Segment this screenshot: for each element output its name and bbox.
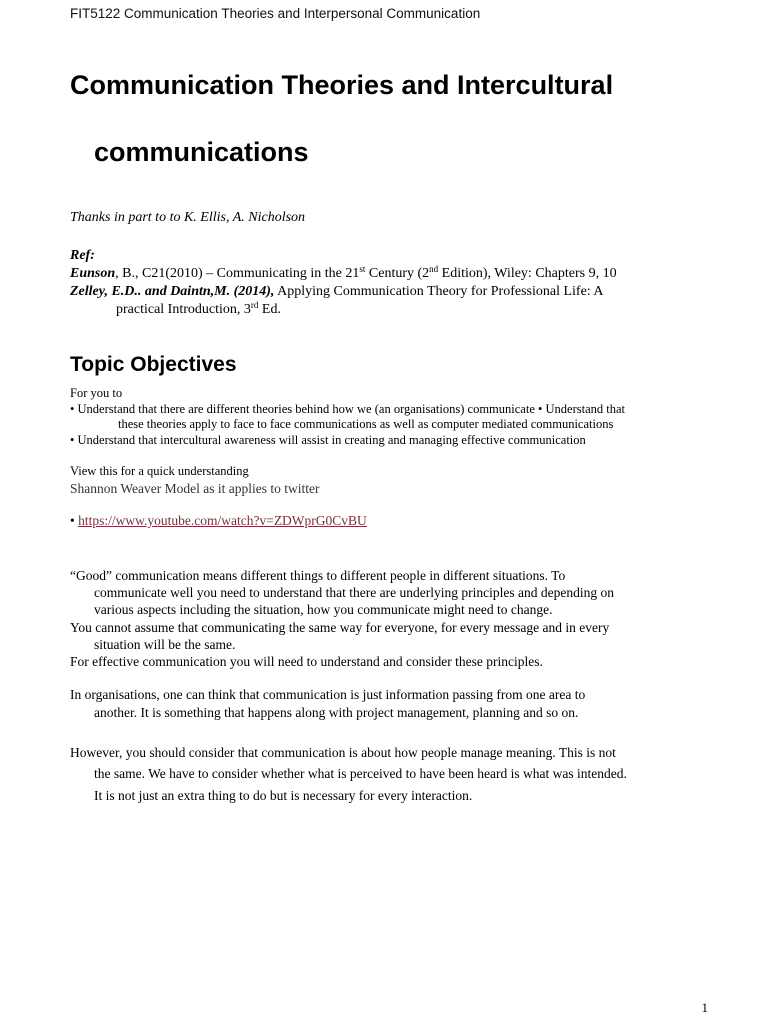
para3-line1: However, you should consider that communication is about how people manage meaning. This is not	[70, 745, 616, 760]
ref1-text-a: , B., C21(2010) – Communicating in the 21	[115, 266, 360, 281]
para1-line1: “Good” communication means different things to different people in different situations. To	[70, 568, 566, 583]
ref-label: Ref:	[70, 248, 95, 263]
youtube-link[interactable]: https://www.youtube.com/watch?v=ZDWprG0CvBU	[78, 513, 367, 528]
section-heading-objectives: Topic Objectives	[70, 353, 237, 376]
objective-line-2: these theories apply to face to face communications as well as computer mediated communications	[118, 417, 614, 431]
ref1-text-c: Edition), Wiley: Chapters 9, 10	[438, 266, 617, 281]
para2-line2: another. It is something that happens along with project management, planning and so on.	[94, 705, 579, 720]
reference-2-cont	[116, 302, 281, 318]
ref2-text-b: practical Introduction, 3	[116, 302, 251, 317]
para3-line3: It is not just an extra thing to do but is necessary for every interaction.	[94, 788, 473, 803]
reference-2	[70, 284, 604, 300]
bullet: •	[70, 513, 75, 528]
link-item	[70, 513, 367, 529]
para1-line2: communicate well you need to understand that there are underlying principles and depending on	[94, 585, 614, 600]
objective-line-3: • Understand that intercultural awareness will assist in creating and managing effective communication	[70, 433, 586, 447]
reference-1	[70, 266, 617, 282]
page-title-line1: Communication Theories and Intercultural	[70, 70, 614, 100]
ref2-text-c: Ed.	[258, 302, 281, 317]
ref1-sup-st: st	[359, 264, 366, 274]
ref1-sup-nd: nd	[429, 264, 439, 274]
ref2-text-a: Applying Communication Theory for Professional Life: A	[274, 284, 604, 299]
para2-line1: In organisations, one can think that communication is just information passing from one area to	[70, 687, 586, 702]
page-number: 1	[701, 1000, 708, 1015]
para1-line3: various aspects including the situation, how you communicate might need to change.	[94, 602, 553, 617]
ref1-text-b: Century (2	[365, 266, 430, 281]
objectives-intro: For you to	[70, 386, 123, 400]
ref2-author: Zelley, E.D.. and Daintn,M. (2014),	[70, 284, 275, 299]
ref1-author: Eunson	[70, 266, 116, 281]
para1-line4: You cannot assume that communicating the same way for everyone, for every message and in every	[70, 620, 610, 635]
ref2-sup-rd: rd	[250, 300, 259, 310]
para3-line2: the same. We have to consider whether what is perceived to have been heard is what was intended.	[94, 766, 627, 781]
objective-line-1: • Understand that there are different theories behind how we (an organisations) communicate • Understand that	[70, 402, 625, 416]
para1-line5: situation will be the same.	[94, 637, 236, 652]
page-title-line2: communications	[94, 137, 309, 167]
view-prompt: View this for a quick understanding	[70, 464, 249, 478]
para1-line6: For effective communication you will need to understand and consider these principles.	[70, 654, 543, 669]
shannon-weaver-caption: Shannon Weaver Model as it applies to twitter	[70, 481, 320, 496]
running-header: FIT5122 Communication Theories and Interpersonal Communication	[70, 6, 481, 21]
acknowledgement: Thanks in part to to K. Ellis, A. Nicholson	[70, 210, 306, 225]
